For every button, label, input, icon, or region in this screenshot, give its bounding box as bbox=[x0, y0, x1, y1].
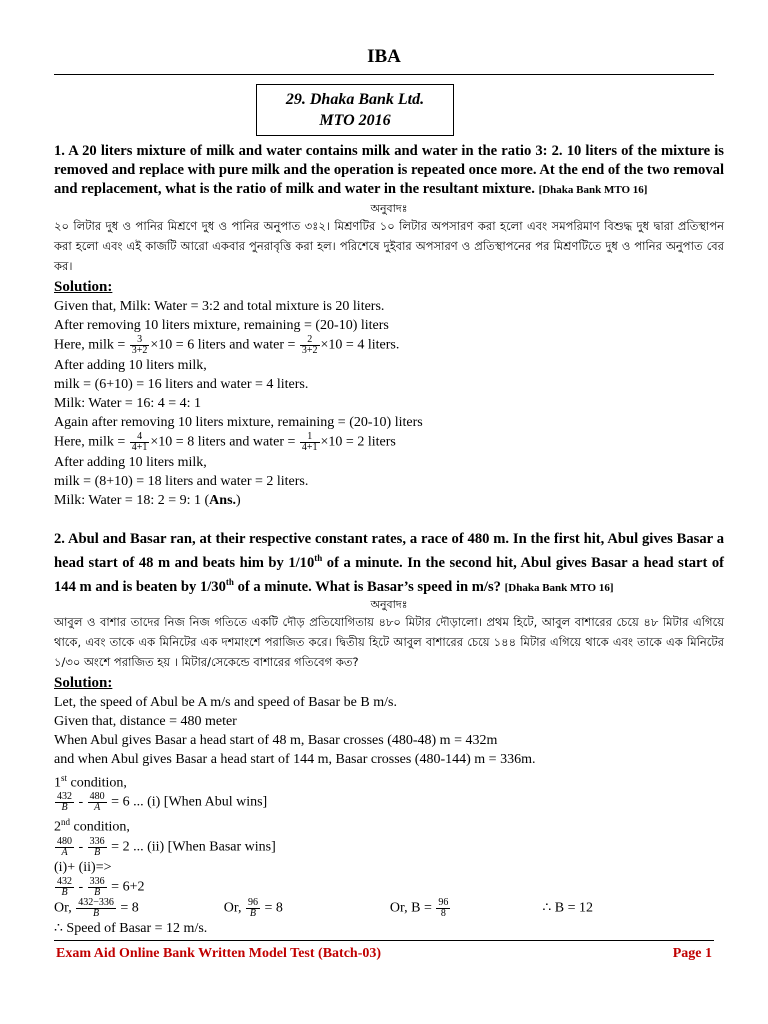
text: Or, bbox=[223, 900, 242, 916]
solution-1-line bbox=[54, 335, 724, 356]
text: of a minute. What is Basar’s speed in m/s? bbox=[233, 578, 501, 595]
numerator: 480 bbox=[89, 791, 105, 803]
page-header-title: IBA bbox=[367, 46, 401, 67]
superscript: th bbox=[314, 553, 323, 563]
numerator: 2 bbox=[300, 335, 320, 346]
translation-label-1: অনুবাদঃ bbox=[370, 202, 408, 215]
text: 2 bbox=[54, 820, 61, 836]
denominator: B bbox=[61, 802, 68, 814]
text: = 8 bbox=[116, 900, 139, 916]
question-1-source: [Dhaka Bank MTO 16] bbox=[538, 184, 648, 196]
denominator: B bbox=[249, 908, 257, 920]
question-1-body: 1. A 20 liters mixture of milk and water contains milk and water in the ratio 3: 2. 10 liters of the mixture is removed and replace with pure milk and the operation is repeated once more. At the end of the two removal and replacement, what is the ratio of milk and water in the resultant mixture. bbox=[54, 143, 724, 197]
question-1-translation: ২০ লিটার দুধ ও পানির মিশ্রণে দুধ ও পানির অনুপাত ৩ঃ২। মিশ্রণটির ১০ লিটার অপসারণ করা হলো এবং সমপরিমাণ বিশুদ্ধ দুধ দ্বারা প্রতিস্থাপন করা হলো এবং এই কাজটি আরো একবার পুনরাবৃত্তি করা হল। পরিশেষে দুইবার অপসারণ ও প্রতিস্থাপনের পর মিশ্রণটিতে দুধ ও পানির অনুপাত বের কর। bbox=[54, 219, 724, 273]
text: = 6 ... (i) [When Abul wins] bbox=[107, 795, 268, 811]
fraction bbox=[55, 877, 74, 898]
denominator: A bbox=[61, 847, 68, 859]
text: 2. Abul and Basar ran, at their respective constant rates, a race of 480 m. In the first hit, Abul gives Basar a head start of 48 m and beats him by 1/10 bbox=[54, 531, 724, 571]
fraction bbox=[130, 432, 150, 453]
fraction bbox=[300, 335, 320, 356]
solution-1-line: milk = (8+10) = 18 liters and water = 2 liters. bbox=[54, 474, 309, 489]
text: Or, bbox=[54, 900, 72, 916]
question-1 bbox=[54, 142, 724, 510]
text: = 8 bbox=[260, 900, 283, 916]
solution-1-line: Again after removing 10 liters mixture, remaining = (20-10) liters bbox=[54, 415, 423, 430]
fraction bbox=[130, 335, 150, 356]
text: ×10 = 4 liters. bbox=[320, 337, 400, 353]
text: ×10 = 6 liters and water = bbox=[150, 337, 296, 353]
solution-2-line: and when Abul gives Basar a head start of 144 m, Basar crosses (480-144) m = 336m. bbox=[54, 751, 536, 767]
footer-divider bbox=[54, 940, 714, 941]
numerator: 432−336 bbox=[78, 897, 114, 909]
solution-heading-2: Solution: bbox=[54, 674, 113, 691]
answer-label: Ans. bbox=[209, 493, 237, 508]
numerator: 3 bbox=[130, 335, 150, 346]
solution-1-line: After adding 10 liters milk, bbox=[54, 358, 207, 373]
operator: - bbox=[75, 879, 87, 895]
section-title-box bbox=[256, 84, 454, 136]
denominator: A bbox=[94, 802, 101, 814]
denominator: B bbox=[94, 847, 101, 859]
denominator: 3+2 bbox=[301, 345, 318, 356]
equation-2 bbox=[54, 837, 724, 858]
solution-2-line: Given that, distance = 480 meter bbox=[54, 713, 237, 729]
equation-3: (i)+ (ii)=> bbox=[54, 860, 112, 876]
condition-2-label bbox=[54, 813, 724, 837]
solution-2-line: When Abul gives Basar a head start of 48 m, Basar crosses (480-48) m = 432m bbox=[54, 732, 498, 748]
text: Or, B = bbox=[389, 900, 432, 916]
text: of a minute. In the second hit, Abul gives Basar a head start of 144 m and is beaten by 1/30 bbox=[54, 554, 725, 595]
footer-title: Exam Aid Online Bank Written Model Test (Batch-03) bbox=[56, 946, 382, 961]
numerator: 96 bbox=[438, 897, 449, 909]
fraction bbox=[88, 877, 107, 898]
solution-1-line: Milk: Water = 16: 4 = 4: 1 bbox=[54, 396, 202, 411]
operator: - bbox=[75, 839, 87, 855]
fraction bbox=[55, 837, 74, 858]
superscript: nd bbox=[61, 817, 70, 828]
denominator: 4+1 bbox=[131, 442, 148, 453]
solution-heading-1: Solution: bbox=[54, 279, 113, 295]
numerator: 336 bbox=[89, 876, 105, 888]
numerator: 1 bbox=[300, 432, 320, 443]
solution-2-final: ∴ Speed of Basar = 12 m/s. bbox=[54, 921, 208, 937]
question-2-text bbox=[54, 530, 724, 598]
numerator: 432 bbox=[57, 791, 72, 803]
text: condition, bbox=[70, 820, 130, 836]
equation-4 bbox=[54, 877, 724, 898]
solution-2-line: Let, the speed of Abul be A m/s and speed of Basar be B m/s. bbox=[54, 694, 397, 710]
section-title-line2: MTO 2016 bbox=[319, 112, 391, 129]
question-2-source: [Dhaka Bank MTO 16] bbox=[504, 581, 614, 594]
denominator: 4+1 bbox=[301, 442, 318, 453]
text: ) bbox=[236, 493, 241, 508]
fraction bbox=[76, 898, 116, 919]
text: = 6+2 bbox=[107, 879, 145, 895]
solution-1-line bbox=[54, 432, 724, 453]
operator: - bbox=[75, 795, 87, 811]
denominator: B bbox=[92, 908, 100, 920]
numerator: 432 bbox=[57, 876, 72, 888]
numerator: 96 bbox=[247, 897, 258, 909]
text: Here, milk = bbox=[54, 337, 126, 353]
condition-1-label bbox=[54, 769, 724, 793]
numerator: 480 bbox=[57, 836, 72, 848]
fraction bbox=[88, 837, 107, 858]
fraction bbox=[55, 792, 74, 813]
solution-1-line: Given that, Milk: Water = 3:2 and total mixture is 20 liters. bbox=[54, 299, 385, 314]
question-2 bbox=[54, 530, 724, 938]
solution-1-line: milk = (6+10) = 16 liters and water = 4 liters. bbox=[54, 377, 309, 392]
fraction bbox=[246, 898, 260, 919]
solution-1-line: After removing 10 liters mixture, remaining = (20-10) liters bbox=[54, 318, 389, 333]
denominator: 3+2 bbox=[131, 345, 148, 356]
denominator: 8 bbox=[440, 908, 446, 920]
superscript: th bbox=[225, 576, 234, 587]
text: ×10 = 8 liters and water = bbox=[150, 434, 296, 450]
section-title-line1: 29. Dhaka Bank Ltd. bbox=[285, 91, 425, 108]
header-divider bbox=[54, 74, 714, 75]
translation-label-2: অনুবাদঃ bbox=[370, 597, 408, 611]
text: ×10 = 2 liters bbox=[320, 434, 396, 450]
solution-1-answer bbox=[54, 491, 724, 510]
denominator: B bbox=[94, 887, 101, 899]
fraction bbox=[88, 792, 107, 813]
equation-5 bbox=[54, 898, 724, 919]
text: 1 bbox=[54, 775, 61, 791]
numerator: 4 bbox=[130, 432, 150, 443]
question-2-translation: আবুল ও বাশার তাদের নিজ নিজ গতিতে একটি দৌড় প্রতিযোগিতায় ৪৮০ মিটার দৌড়ালো। প্রথম হিটে, আবুল বাশারের চেয়ে ৪৮ মিটার এগিয়ে থাকে, এবং তাকে এক মিনিটের এক দশমাংশে পরাজিত করে। দ্বিতীয় হিটে আবুল বাশারের চেয়ে ১৪৪ মিটার এগিয়ে থাকে এবং তাকে এক মিনিটের ১/৩০ অংশে পরাজিত হয় । মিটার/সেকেন্ডে বাশারের গতিবেগ কত? bbox=[54, 614, 724, 669]
text: Here, milk = bbox=[54, 434, 126, 450]
text: = 2 ... (ii) [When Basar wins] bbox=[107, 839, 276, 855]
text: condition, bbox=[67, 775, 127, 791]
text: ∴ B = 12 bbox=[542, 900, 593, 916]
page-number: Page 1 bbox=[672, 946, 712, 961]
fraction bbox=[300, 432, 320, 453]
fraction bbox=[436, 898, 450, 919]
superscript: st bbox=[61, 772, 68, 783]
denominator: B bbox=[61, 887, 68, 899]
text: Milk: Water = 18: 2 = 9: 1 ( bbox=[54, 493, 210, 508]
question-1-text bbox=[54, 142, 724, 200]
equation-1 bbox=[54, 792, 724, 813]
solution-1-line: After adding 10 liters milk, bbox=[54, 455, 207, 470]
numerator: 336 bbox=[89, 836, 105, 848]
